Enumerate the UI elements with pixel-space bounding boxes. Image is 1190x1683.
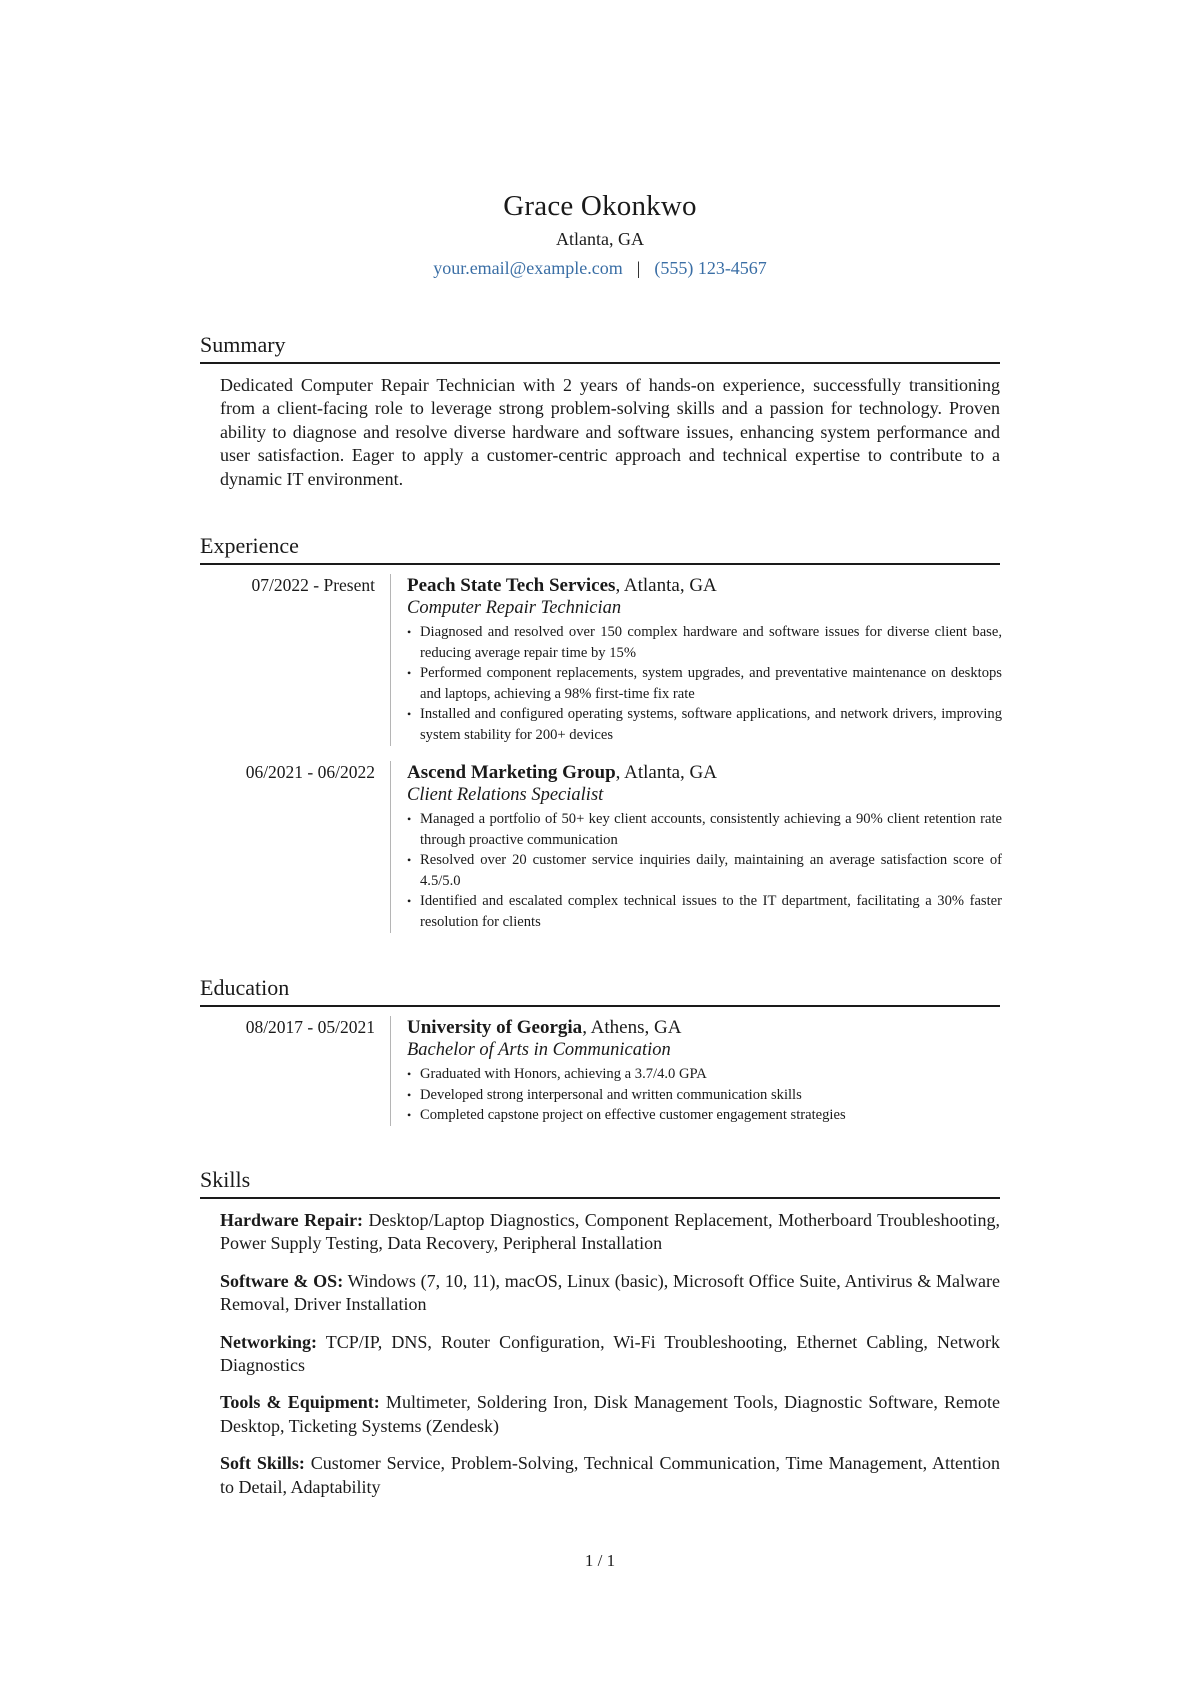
- entry-organization: [407, 1016, 1002, 1039]
- entry-organization: [407, 574, 1002, 597]
- entry-bullets: [407, 809, 1002, 933]
- resume-header: [200, 188, 1000, 280]
- entry-role: Computer Repair Technician: [407, 598, 622, 618]
- candidate-location: Atlanta, GA: [556, 229, 644, 249]
- education-heading: Education: [200, 974, 1000, 1007]
- candidate-name: Grace Okonkwo: [503, 190, 697, 222]
- skills-heading: Skills: [200, 1166, 1000, 1199]
- skill-category: Hardware Repair:: [220, 1210, 364, 1230]
- bullet-item: • Graduated with Honors, achieving a 3.7/4.0 GPA: [407, 1064, 1002, 1085]
- entry-bullets: [407, 622, 1002, 746]
- contact-separator: |: [636, 258, 641, 278]
- skill-values: TCP/IP, DNS, Router Configuration, Wi-Fi Troubleshooting, Ethernet Cabling, Network Diagnostics: [220, 1331, 1000, 1376]
- skill-category: Networking:: [220, 1331, 317, 1352]
- entry-date: 08/2017 - 05/2021: [245, 1017, 375, 1037]
- resume-page: [200, 0, 1000, 1683]
- entry-body: [390, 761, 1002, 933]
- entry-body: [390, 1016, 1002, 1126]
- bullet-item: • Installed and configured operating systems, software applications, and network drivers, improving system stability for 200+ devices: [407, 704, 1002, 745]
- organization-name: Peach State Tech Services: [407, 575, 616, 596]
- skill-category: Soft Skills:: [220, 1453, 305, 1474]
- entry-organization: [407, 761, 1002, 784]
- summary-heading: Summary: [200, 331, 1000, 364]
- bullet-item: • Performed component replacements, system upgrades, and preventative maintenance on desktops and laptops, achieving a 98% first-time fix rate: [407, 663, 1002, 704]
- bullet-item: • Identified and escalated complex technical issues to the IT department, facilitating a 30% faster resolution for clients: [407, 891, 1002, 932]
- organization-location: , Atlanta, GA: [615, 762, 717, 783]
- bullet-item: • Developed strong interpersonal and written communication skills: [407, 1085, 1002, 1106]
- entry-date: 07/2022 - Present: [251, 575, 375, 595]
- entry-date: 06/2021 - 06/2022: [245, 762, 375, 782]
- bullet-item: • Completed capstone project on effective customer engagement strategies: [407, 1105, 1002, 1126]
- skill-group: [220, 1391, 1000, 1438]
- skill-group: [220, 1452, 1000, 1499]
- email-link[interactable]: your.email@example.com: [433, 258, 623, 278]
- skill-values: Windows (7, 10, 11), macOS, Linux (basic), Microsoft Office Suite, Antivirus & Malware Removal, Driver Installation: [220, 1270, 1000, 1315]
- contact-line: [200, 256, 1000, 280]
- bullet-item: • Diagnosed and resolved over 150 complex hardware and software issues for diverse client base, reducing average repair time by 15%: [407, 622, 1002, 663]
- summary-text: Dedicated Computer Repair Technician with 2 years of hands-on experience, successfully transitioning from a client-facing role to leverage strong problem-solving skills and a passion for technology. Proven ability to diagnose and resolve diverse hardware and software issues, enhancing system performance and user satisfaction. Eager to apply a customer-centric approach and technical expertise to contribute to a dynamic IT environment.: [220, 375, 1000, 489]
- page-number: 1 / 1: [584, 1551, 616, 1570]
- bullet-item: • Managed a portfolio of 50+ key client accounts, consistently achieving a 90% client retention rate through proactive communication: [407, 809, 1002, 850]
- skill-group: [220, 1209, 1000, 1256]
- skill-values: Customer Service, Problem-Solving, Technical Communication, Time Management, Attention to Detail, Adaptability: [220, 1453, 1000, 1497]
- entry-body: [390, 574, 1002, 746]
- entry-degree: Bachelor of Arts in Communication: [407, 1040, 671, 1060]
- organization-location: , Atlanta, GA: [615, 575, 717, 596]
- skills-list: [220, 1209, 1000, 1513]
- skill-values: Desktop/Laptop Diagnostics, Component Replacement, Motherboard Troubleshooting, Power Supply Testing, Data Recovery, Peripheral Installation: [220, 1210, 1000, 1254]
- skill-category: Software & OS:: [220, 1270, 344, 1291]
- skill-category: Tools & Equipment:: [220, 1392, 380, 1413]
- bullet-item: • Resolved over 20 customer service inquiries daily, maintaining an average satisfaction score of 4.5/5.0: [407, 850, 1002, 891]
- skill-values: Multimeter, Soldering Iron, Disk Management Tools, Diagnostic Software, Remote Desktop, Ticketing Systems (Zendesk): [220, 1392, 1000, 1436]
- organization-name: Ascend Marketing Group: [407, 762, 616, 783]
- experience-heading: Experience: [200, 532, 1000, 565]
- entry-bullets: [407, 1064, 1002, 1126]
- organization-name: University of Georgia: [407, 1017, 583, 1038]
- skill-group: [220, 1331, 1000, 1378]
- phone-link[interactable]: (555) 123-4567: [654, 258, 767, 278]
- entry-role: Client Relations Specialist: [407, 785, 604, 805]
- organization-location: , Athens, GA: [582, 1017, 682, 1038]
- skill-group: [220, 1270, 1000, 1317]
